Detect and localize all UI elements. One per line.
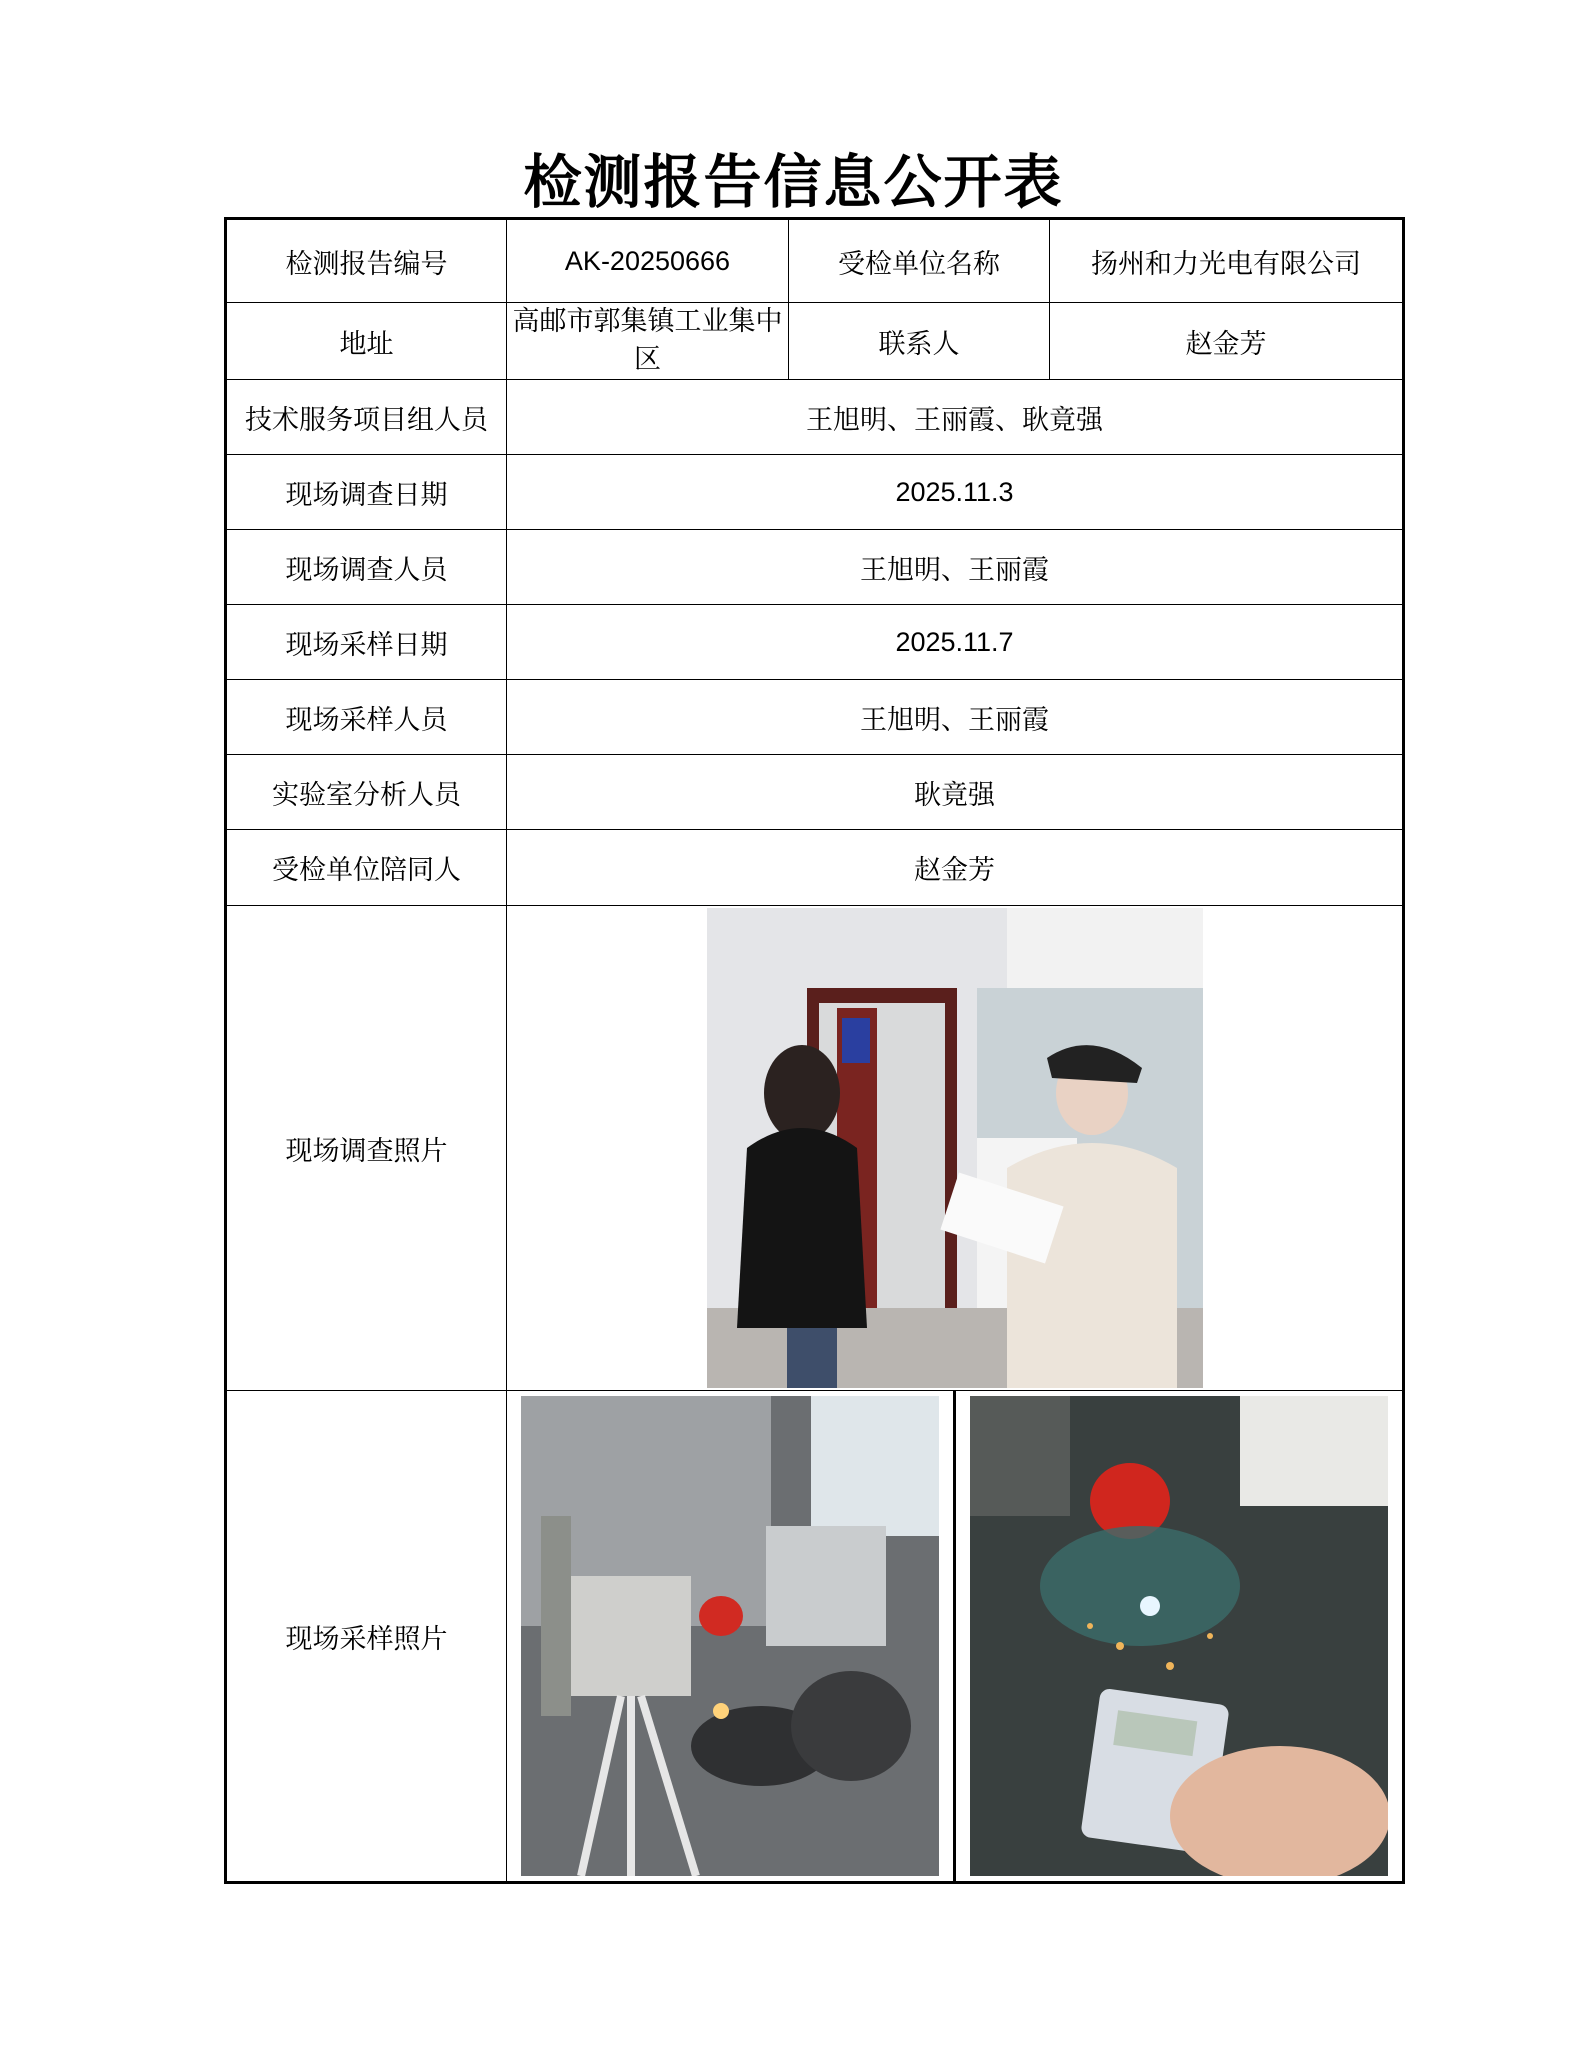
survey-photo-image <box>707 908 1203 1388</box>
table-row <box>226 455 1404 530</box>
address-value: 高邮市郭集镇工业集中区 <box>507 303 789 380</box>
table-row <box>226 1391 1404 1883</box>
table-row <box>226 530 1404 605</box>
report-number-value: AK-20250666 <box>507 219 789 303</box>
escort-value: 赵金芳 <box>507 830 1404 906</box>
report-number-label: 检测报告编号 <box>226 219 507 303</box>
contact-value: 赵金芳 <box>1050 303 1404 380</box>
lab-staff-value: 耿竟强 <box>507 755 1404 830</box>
table-row <box>226 755 1404 830</box>
table-row <box>226 830 1404 906</box>
team-value: 王旭明、王丽霞、耿竟强 <box>507 380 1404 455</box>
sampling-photo-1 <box>521 1396 939 1876</box>
sampling-photo-cell <box>507 1391 1404 1883</box>
sampling-photo-2 <box>970 1396 1388 1876</box>
team-label: 技术服务项目组人员 <box>226 380 507 455</box>
table-row <box>226 380 1404 455</box>
survey-photo-cell <box>507 906 1404 1391</box>
survey-date-label: 现场调查日期 <box>226 455 507 530</box>
table-row <box>226 605 1404 680</box>
unit-name-label: 受检单位名称 <box>789 219 1050 303</box>
table-row <box>226 303 1404 380</box>
lab-staff-label: 实验室分析人员 <box>226 755 507 830</box>
sampling-date-label: 现场采样日期 <box>226 605 507 680</box>
contact-label: 联系人 <box>789 303 1050 380</box>
sampling-staff-value: 王旭明、王丽霞 <box>507 680 1404 755</box>
table-row <box>226 680 1404 755</box>
survey-photo <box>707 908 1203 1388</box>
table-row <box>226 219 1404 303</box>
report-info-table <box>224 217 1405 1884</box>
survey-photo-label: 现场调查照片 <box>226 906 507 1391</box>
table-row <box>226 906 1404 1391</box>
page-title: 检测报告信息公开表 <box>523 148 1064 216</box>
sampling-staff-label: 现场采样人员 <box>226 680 507 755</box>
escort-label: 受检单位陪同人 <box>226 830 507 906</box>
survey-staff-value: 王旭明、王丽霞 <box>507 530 1404 605</box>
address-label: 地址 <box>226 303 507 380</box>
survey-date-value: 2025.11.3 <box>507 455 1404 530</box>
sampling-photo-label: 现场采样照片 <box>226 1391 507 1883</box>
sampling-photo-1-image <box>521 1396 939 1876</box>
unit-name-value: 扬州和力光电有限公司 <box>1050 219 1404 303</box>
sampling-date-value: 2025.11.7 <box>507 605 1404 680</box>
survey-staff-label: 现场调查人员 <box>226 530 507 605</box>
sampling-photo-2-image <box>970 1396 1388 1876</box>
